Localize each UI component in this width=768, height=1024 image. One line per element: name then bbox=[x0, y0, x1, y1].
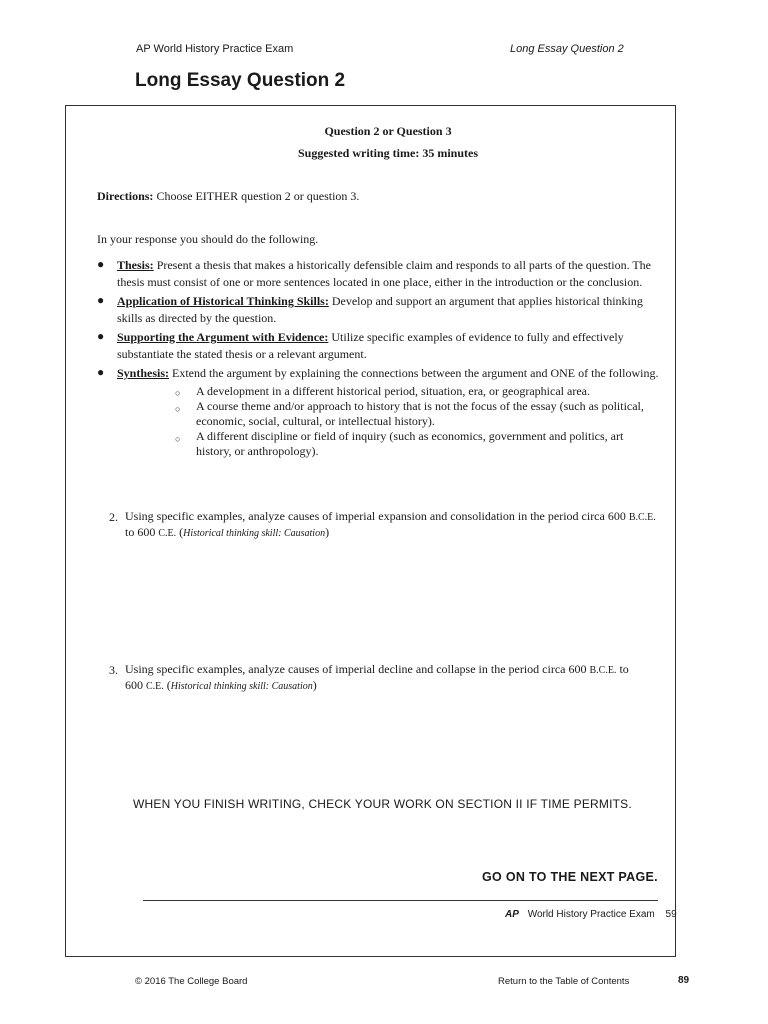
question-3-text-cont: 600 bbox=[125, 678, 143, 692]
running-header-left: AP World History Practice Exam bbox=[136, 43, 294, 55]
sub-bullet-circle: ○ bbox=[175, 388, 181, 398]
bullet-text: Utilize specific examples of evidence to fully and effectively bbox=[331, 330, 624, 344]
writing-time-heading: Suggested writing time: 35 minutes bbox=[298, 146, 478, 160]
list-item-evidence bbox=[117, 329, 677, 363]
return-to-toc-link[interactable]: Return to the Table of Contents bbox=[498, 976, 630, 987]
sub-item bbox=[196, 399, 676, 429]
page-title: Long Essay Question 2 bbox=[135, 70, 346, 91]
question-3-text: to bbox=[619, 662, 629, 676]
directions-text: Choose EITHER question 2 or question 3. bbox=[156, 189, 360, 203]
bullet-dot: ● bbox=[97, 257, 105, 271]
sub-item-text-cont: economic, social, cultural, or intellectual history). bbox=[196, 414, 435, 428]
sub-item-text: A development in a different historical period, situation, era, or geographical area. bbox=[196, 384, 590, 398]
footer-divider bbox=[143, 900, 658, 901]
list-item-synthesis bbox=[117, 365, 677, 382]
question-2-text-cont: to 600 bbox=[125, 525, 156, 539]
era-abbrev: C.E. bbox=[146, 681, 164, 692]
sub-item bbox=[196, 383, 676, 400]
question-3-prompt: Using specific examples, analyze causes of imperial decline and collapse in the period circa 600 B.C.E. to 600 C.E. (Historical thinking skill: Causation) bbox=[125, 662, 629, 692]
exam-page-number: 59 bbox=[665, 909, 677, 920]
intro-text: In your response you should do the following. bbox=[97, 232, 319, 246]
exam-footer-text: World History Practice Exam bbox=[527, 909, 655, 920]
finish-writing-note: WHEN YOU FINISH WRITING, CHECK YOUR WORK ON SECTION II IF TIME PERMITS. bbox=[133, 797, 632, 811]
era-abbrev: B.C.E. bbox=[589, 665, 617, 676]
bullet-label: Thesis: bbox=[117, 258, 154, 272]
skill-note: Historical thinking skill: Causation bbox=[183, 528, 326, 539]
bullet-label: Application of Historical Thinking Skills: bbox=[117, 294, 329, 308]
directions bbox=[97, 188, 359, 205]
sub-bullet-circle: ○ bbox=[175, 404, 181, 414]
question-3-text: Using specific examples, analyze causes of imperial decline and collapse in the period circa 600 bbox=[125, 662, 587, 676]
bullet-text: Present a thesis that makes a historically defensible claim and responds to all parts of the question. The bbox=[156, 258, 652, 272]
bullet-text: Extend the argument by explaining the connections between the argument and ONE of the following. bbox=[172, 366, 659, 380]
bullet-text-cont: thesis must consist of one or more sentences located in one place, either in the introduction or the conclusion. bbox=[117, 275, 643, 289]
exam-footer bbox=[505, 909, 677, 920]
page-number: 89 bbox=[678, 975, 690, 986]
bullet-label: Synthesis: bbox=[117, 366, 170, 380]
question-3-number: 3. bbox=[109, 663, 118, 677]
bullet-dot: ● bbox=[97, 293, 105, 307]
sub-item bbox=[196, 429, 676, 459]
bullet-text-cont: substantiate the stated thesis or a relevant argument. bbox=[117, 347, 367, 361]
question-choice-heading: Question 2 or Question 3 bbox=[324, 124, 452, 138]
era-abbrev: C.E. bbox=[158, 528, 177, 539]
bullet-dot: ● bbox=[97, 365, 105, 379]
copyright-notice: © 2016 The College Board bbox=[135, 976, 248, 987]
sub-item-text: A different discipline or field of inquiry (such as economics, government and politics, art bbox=[196, 429, 624, 443]
era-abbrev: B.C.E. bbox=[628, 512, 656, 523]
bullet-dot: ● bbox=[97, 329, 105, 343]
next-page-notice: GO ON TO THE NEXT PAGE. bbox=[482, 870, 658, 884]
bullet-text: Develop and support an argument that applies historical thinking bbox=[331, 294, 643, 308]
list-item-thesis bbox=[117, 257, 677, 291]
running-header-right: Long Essay Question 2 bbox=[510, 43, 624, 55]
bullet-text-cont: skills as directed by the question. bbox=[117, 311, 277, 325]
skill-note: Historical thinking skill: Causation bbox=[170, 681, 313, 692]
bullet-label: Supporting the Argument with Evidence: bbox=[117, 330, 329, 344]
sub-bullet-circle: ○ bbox=[175, 434, 181, 444]
question-2-prompt: Using specific examples, analyze causes of imperial expansion and consolidation in the period circa 600 B.C.E. to 600 C.E. (Historical thinking skill: Causation) bbox=[125, 509, 656, 539]
question-2-text: Using specific examples, analyze causes of imperial expansion and consolidation in the period circa 600 bbox=[125, 509, 626, 523]
ap-logo: AP bbox=[505, 909, 519, 920]
list-item-application bbox=[117, 293, 677, 327]
sub-item-text: A course theme and/or approach to history that is not the focus of the essay (such as political, bbox=[196, 399, 644, 413]
question-2-number: 2. bbox=[109, 510, 118, 524]
directions-label: Directions: bbox=[97, 189, 154, 203]
sub-item-text-cont: history, or anthropology). bbox=[196, 444, 319, 458]
